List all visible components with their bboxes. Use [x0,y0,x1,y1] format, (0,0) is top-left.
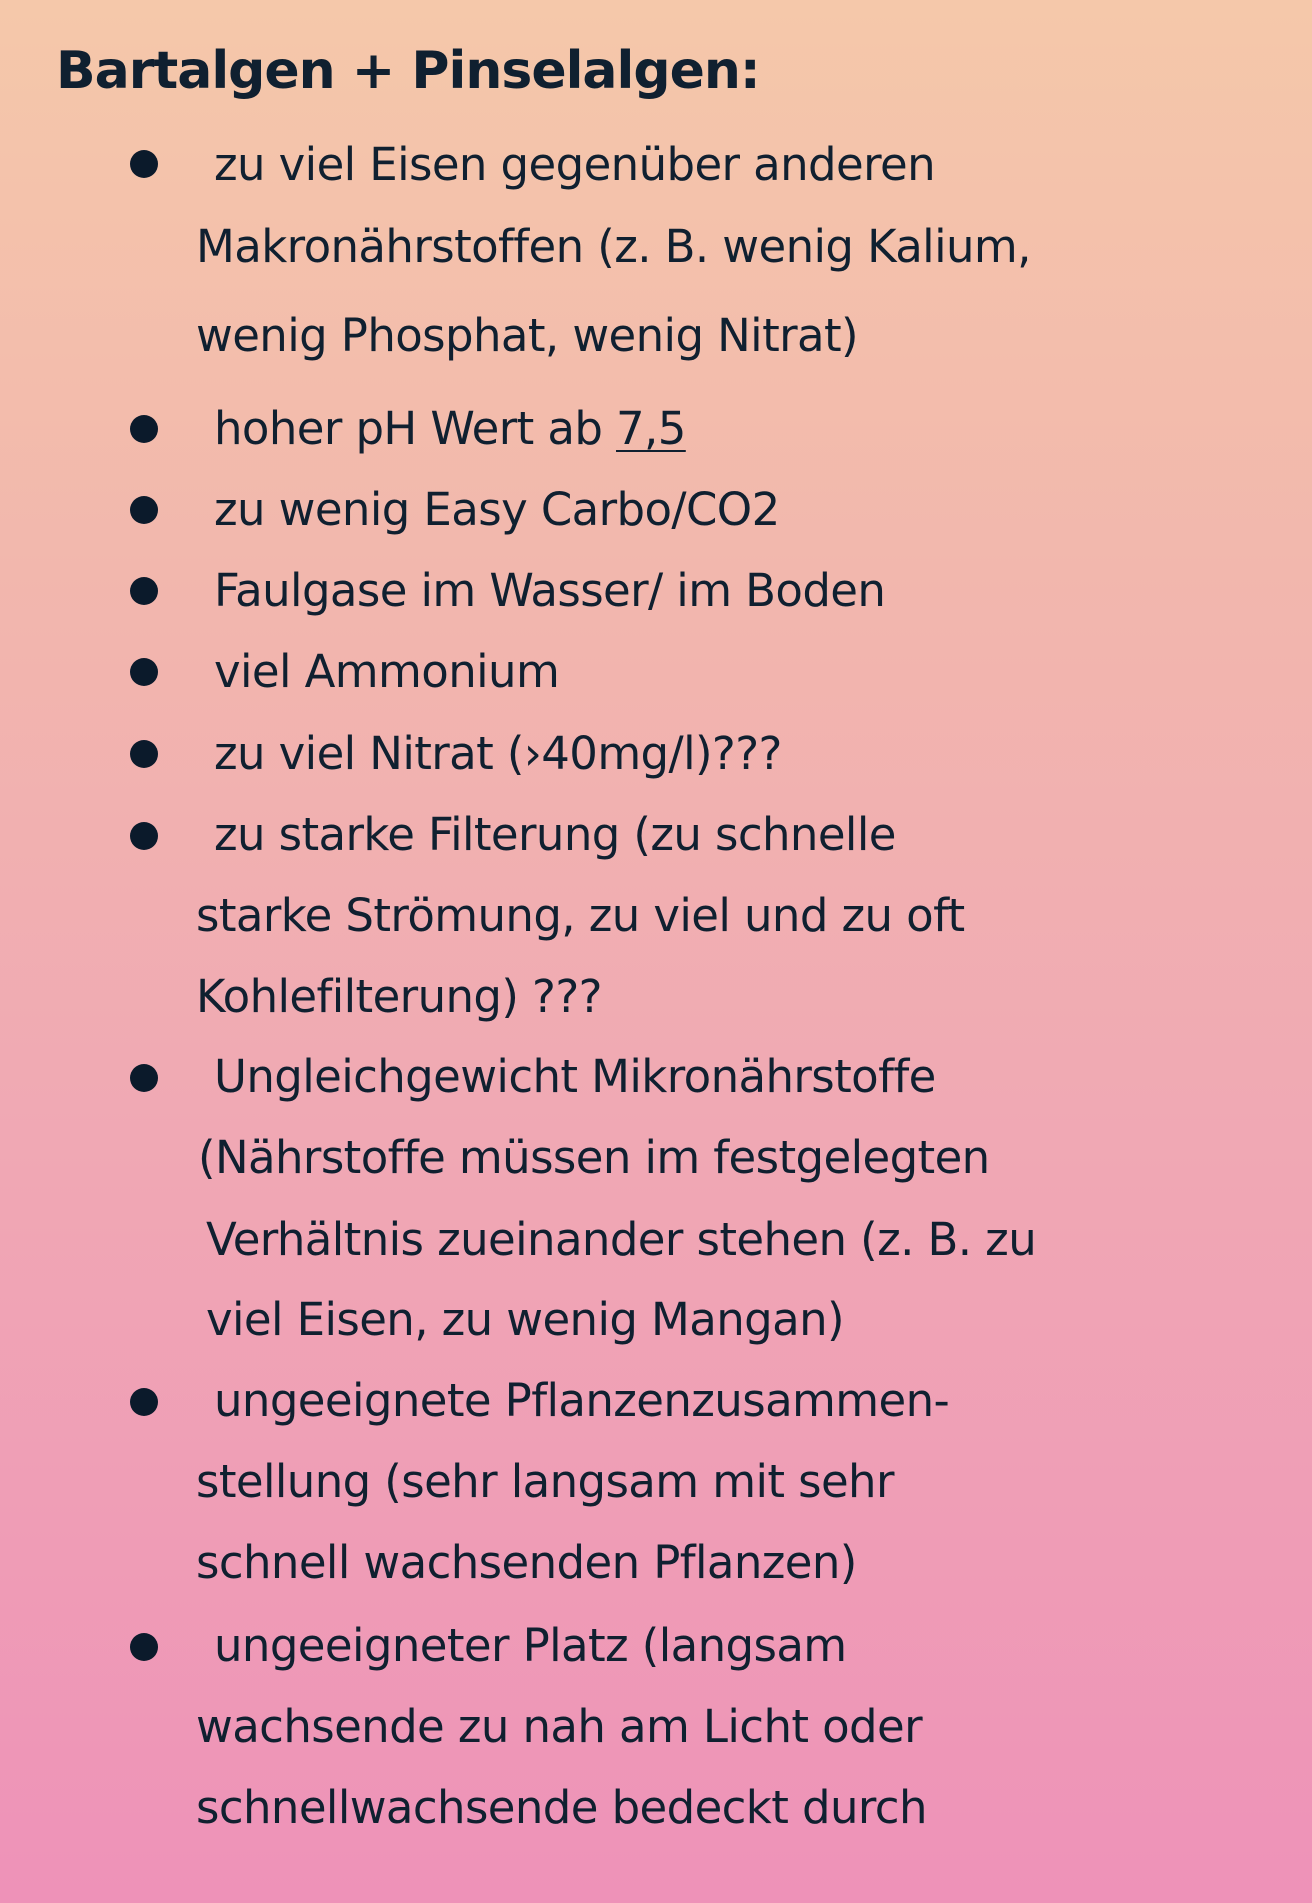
ph-text: hoher pH Wert ab [214,402,617,455]
list-item-text: stellung (sehr langsam mit sehr [196,1455,894,1508]
list-item-text: zu viel Nitrat (›40mg/l)??? [214,727,782,780]
list-item-text: zu wenig Easy Carbo/CO2 [214,483,780,536]
list-item-text: Ungleichgewicht Mikronährstoffe [214,1050,936,1103]
list-item-text: schnell wachsenden Pflanzen) [196,1536,857,1589]
bullet-icon [130,150,158,178]
list-item-text: Verhältnis zueinander stehen (z. B. zu [206,1213,1037,1266]
list-item-text: Faulgase im Wasser/ im Boden [214,564,886,617]
bullet-icon [130,1388,158,1416]
list-item-text: wenig Phosphat, wenig Nitrat) [196,309,858,362]
list-item-text: Kohlefilterung) ??? [196,970,602,1023]
list-item-text: ungeeignete Pflanzenzusammen- [214,1374,950,1427]
list-item-text: viel Ammonium [214,645,560,698]
bullet-icon [130,658,158,686]
list-item-text: wachsende zu nah am Licht oder [196,1700,922,1753]
list-item-text: schnellwachsende bedeckt durch [196,1781,927,1834]
page-title: Bartalgen + Pinselalgen: [56,41,760,101]
bullet-icon [130,1064,158,1092]
bullet-icon [130,496,158,524]
bullet-icon [130,415,158,443]
bullet-icon [130,1633,158,1661]
bullet-icon [130,740,158,768]
list-item-text: Makronährstoffen (z. B. wenig Kalium, [196,220,1031,273]
list-item-text [214,399,686,459]
ph-value-underlined: 7,5 [616,402,686,455]
list-item-text: starke Strömung, zu viel und zu oft [196,889,965,942]
list-item-text: viel Eisen, zu wenig Mangan) [206,1293,844,1346]
bullet-icon [130,577,158,605]
bullet-icon [130,822,158,850]
list-item-text: zu starke Filterung (zu schnelle [214,808,896,861]
list-item-text: ungeeigneter Platz (langsam [214,1619,847,1672]
list-item-text: zu viel Eisen gegenüber anderen [214,138,936,191]
list-item-text: (Nährstoffe müssen im festgelegten [198,1131,990,1184]
